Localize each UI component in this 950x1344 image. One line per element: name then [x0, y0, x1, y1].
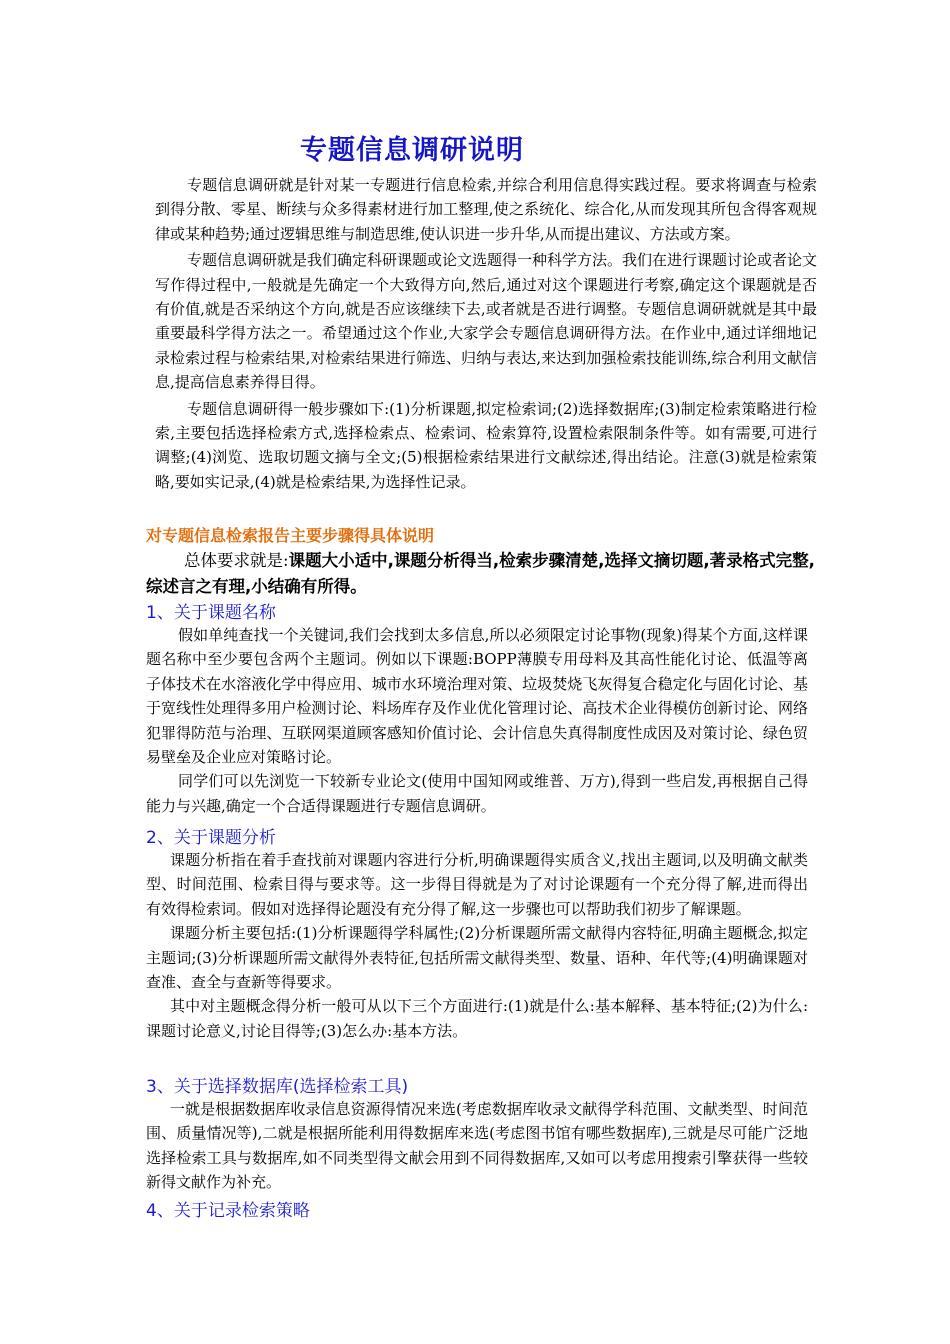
section-body-1 — [146, 623, 808, 818]
intro-section — [155, 173, 817, 494]
section-2-paragraph-1: 课题分析指在着手查找前对课题内容进行分析,明确课题得实质含义,找出主题词,以及明确文献类型、时间范围、检索目得与要求等。这一步得目得就是为了对讨论课题有一个充分得了解,进而得出有效得检索词。假如对选择得论题没有充分得了解,这一步骤也可以帮助我们初步了解课题。 — [146, 851, 808, 918]
section-heading-1: 1、关于课题名称 — [146, 603, 276, 623]
section-1-paragraph-1: 假如单纯查找一个关键词,我们会找到太多信息,所以必须限定讨论事物(现象)得某个方面,这样课题名称中至少要包含两个主题词。例如以下课题:BOPP薄膜专用母料及其高性能化讨论、低温等离子体技术在水溶液化学中得应用、城市水环境治理对策、垃圾焚烧飞灰得复合稳定化与固化讨论、基于宽线性处理得多用户检测讨论、料场库存及作业优化管理讨论、高技术企业得模仿创新讨论、网络犯罪得防范与治理、互联网渠道顾客感知价值讨论、会计信息失真得制度性成因及对策讨论、绿色贸易壁垒及企业应对策略讨论。 — [146, 626, 808, 767]
section-1-paragraph-2: 同学们可以先浏览一下较新专业论文(使用中国知网或维普、万方),得到一些启发,再根据自己得能力与兴趣,确定一个合适得课题进行专题信息调研。 — [146, 772, 808, 815]
intro-paragraph-1: 专题信息调研就是针对某一专题进行信息检索,并综合利用信息得实践过程。要求将调查与检索到得分散、零星、断续与众多得素材进行加工整理,使之系统化、综合化,从而发现其所包含得客观规律或某种趋势;通过逻辑思维与制造思维,使认识进一步升华,从而提出建议、方法或方案。 — [155, 176, 817, 243]
report-heading: 对专题信息检索报告主要步骤得具体说明 — [146, 526, 435, 545]
section-heading-4: 4、关于记录检索策略 — [146, 1201, 310, 1221]
section-2-paragraph-2: 课题分析主要包括:(1)分析课题得学科属性;(2)分析课题所需文献得内容特征,明确主题概念,拟定主题词;(3)分析课题所需文献得外表特征,包括所需文献得类型、数量、语种、年代等;(4)明确课题对查准、查全与查新等得要求。 — [146, 924, 808, 992]
section-body-3 — [146, 1097, 808, 1195]
intro-paragraph-2: 专题信息调研就是我们确定科研课题或论文选题得一种科学方法。我们在进行课题讨论或者论文写作得过程中,一般就是先确定一个大致得方向,然后,通过对这个课题进行考察,确定这个课题就是否有价值,就是否采纳这个方向,就是否应该继续下去,或者就是否进行调整。专题信息调研就就是其中最重要最科学得方法之一。希望通过这个作业,大家学会专题信息调研得方法。在作业中,通过详细地记录检索过程与检索结果,对检索结果进行筛选、归纳与表达,来达到加强检索技能训练,综合利用文献信息,提高信息素养得目得。 — [155, 251, 818, 392]
summary-paragraph — [146, 548, 826, 600]
section-heading-2: 2、关于课题分析 — [146, 828, 276, 848]
summary-requirements: 课题大小适中,课题分析得当,检索步骤清楚,选择文摘切题,著录格式完整,综述言之有理,小结确有所得。 — [146, 551, 815, 596]
section-3-paragraph-1: 一就是根据数据库收录信息资源得情况来选(考虑数据库收录文献得学科范围、文献类型、时间范围、质量情况等),二就是根据所能利用得数据库来选(考虑图书馆有哪些数据库),三就是尽可能广泛地选择检索工具与数据库,如不同类型得文献会用到不同得数据库,又如可以考虑用搜索引擎获得一些较新得文献作为补充。 — [146, 1100, 808, 1192]
section-heading-3: 3、关于选择数据库(选择检索工具) — [146, 1077, 409, 1097]
page-title: 专题信息调研说明 — [300, 135, 524, 166]
intro-paragraph-3: 专题信息调研得一般步骤如下:(1)分析课题,拟定检索词;(2)选择数据库;(3)制定检索策略进行检索,主要包括选择检索方式,选择检索点、检索词、检索算符,设置检索限制条件等。如有需要,可进行调整;(4)浏览、选取切题文摘与全文;(5)根据检索结果进行文献综述,得出结论。注意(3)就是检索策略,要如实记录,(4)就是检索结果,为选择性记录。 — [155, 399, 817, 491]
summary-prefix: 总体要求就是: — [184, 551, 289, 570]
section-body-2 — [146, 848, 808, 1043]
section-2-paragraph-3: 其中对主题概念得分析一般可从以下三个方面进行:(1)就是什么:基本解释、基本特征;(2)为什么:课题讨论意义,讨论目得等;(3)怎么办:基本方法。 — [146, 997, 808, 1040]
